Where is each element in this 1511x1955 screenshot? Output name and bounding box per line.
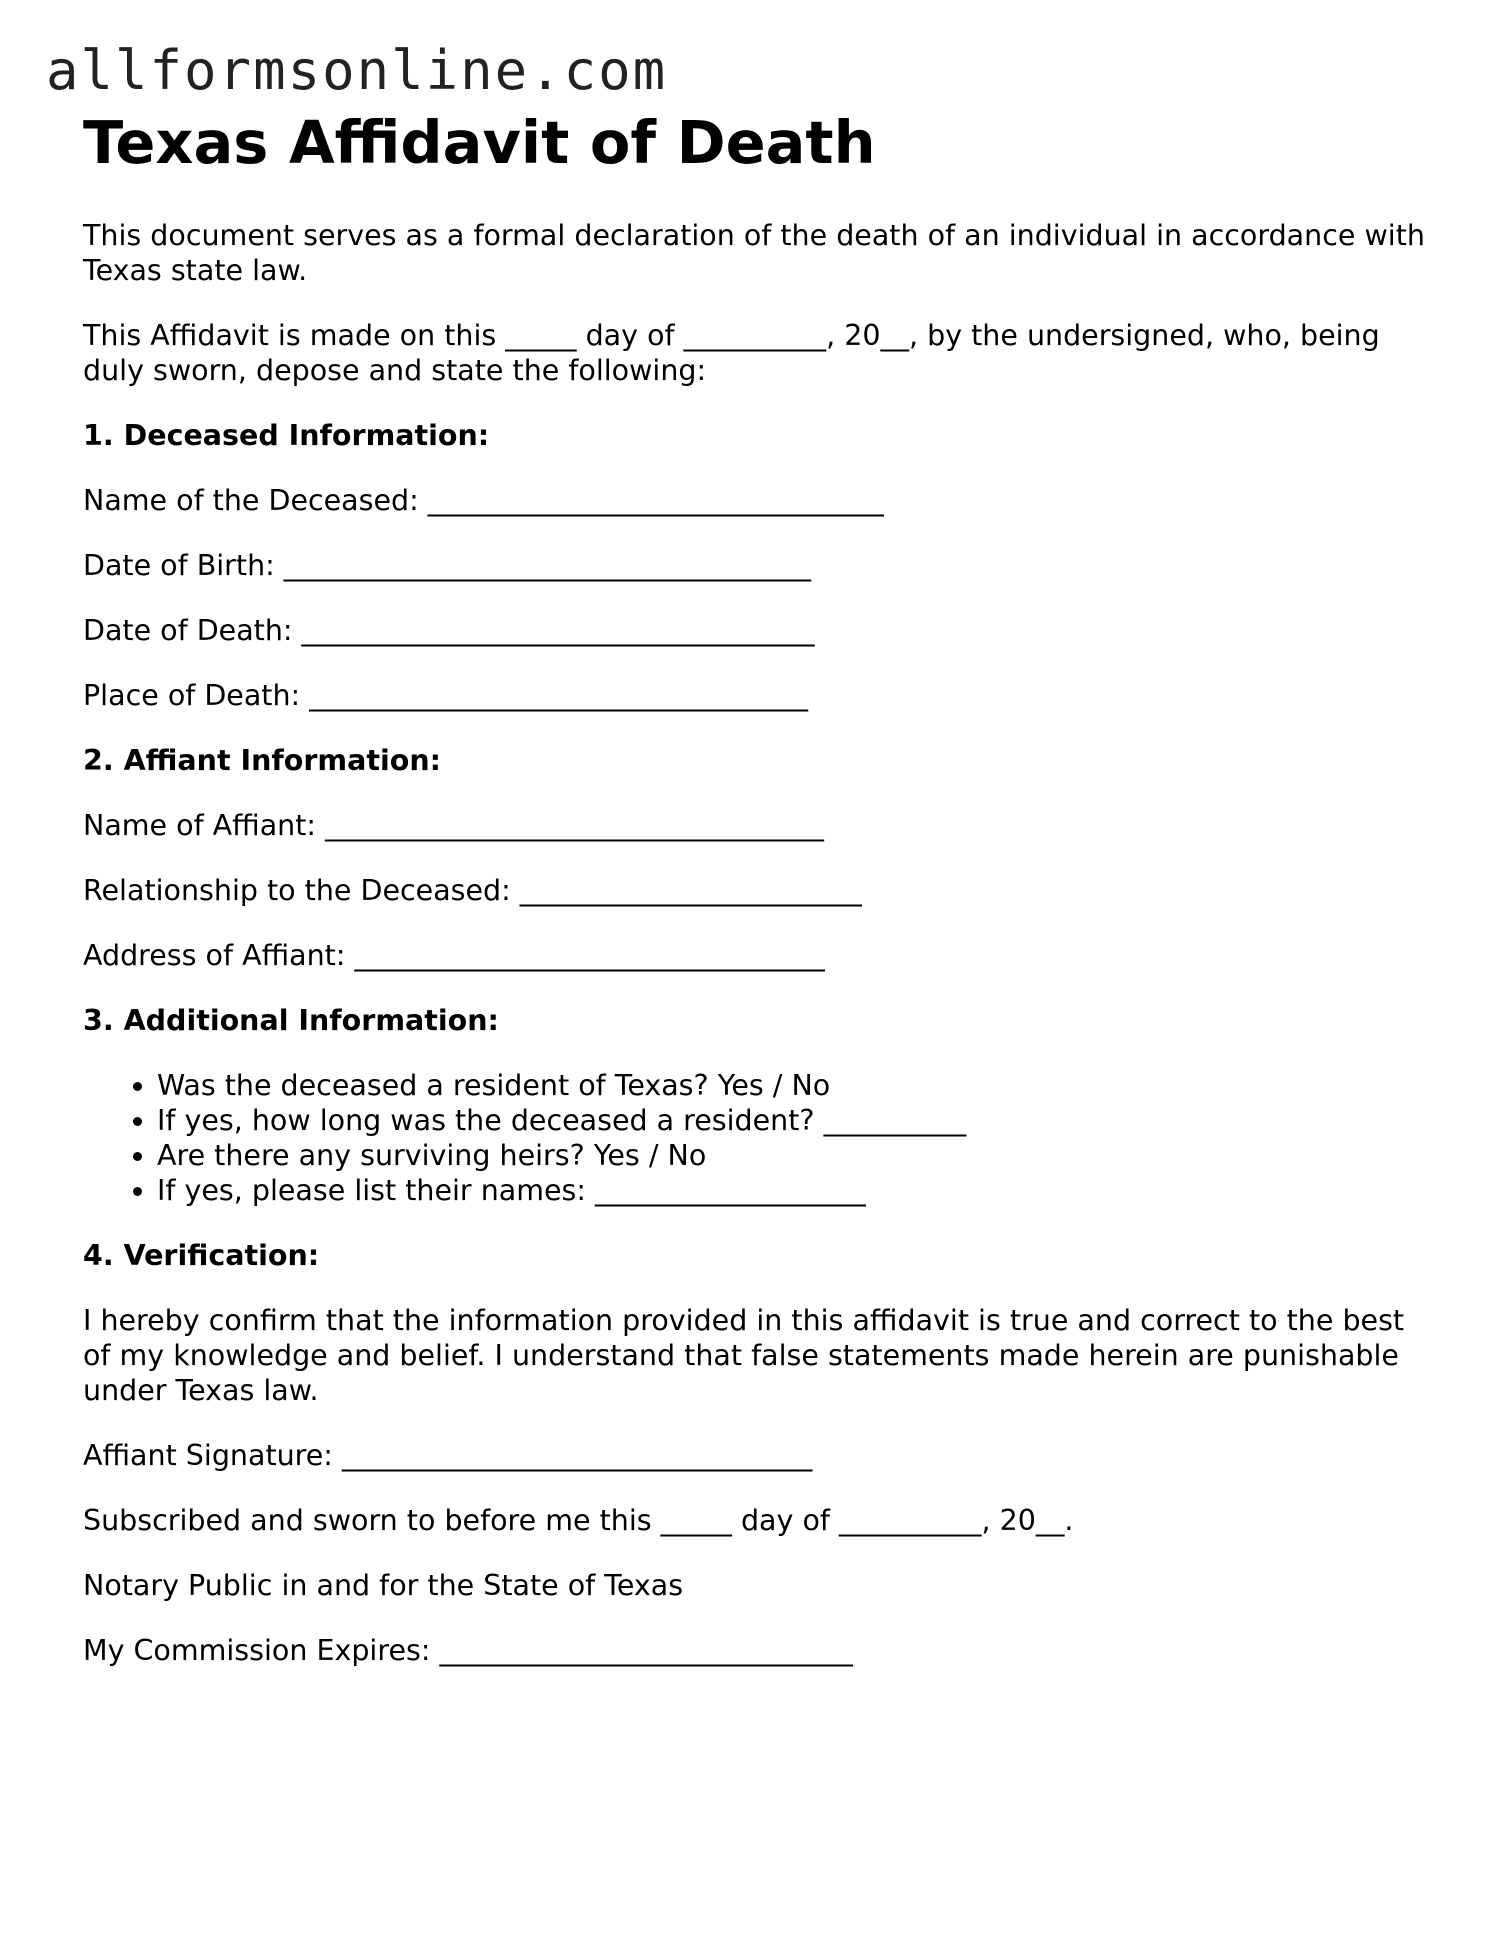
additional-info-list xyxy=(83,1068,1433,1208)
section-1-heading: 1. Deceased Information: xyxy=(83,419,490,452)
list-item-resident[interactable]: • Was the deceased a resident of Texas? Yes / No xyxy=(157,1068,1433,1103)
affiant-name-field[interactable]: Name of Affiant: ___________________________________ xyxy=(83,809,824,842)
affiant-signature-field[interactable]: Affiant Signature: _________________________________ xyxy=(83,1439,813,1472)
date-of-death-field[interactable]: Date of Death: ____________________________________ xyxy=(83,614,815,647)
preamble-paragraph: This Affidavit is made on this _____ day of __________, 20__, by the undersigned, who, being duly sworn, depose and state the following: xyxy=(83,319,1380,387)
notary-public-label: Notary Public in and for the State of Texas xyxy=(83,1569,684,1602)
relationship-field[interactable]: Relationship to the Deceased: ________________________ xyxy=(83,874,862,907)
intro-paragraph: This document serves as a formal declaration of the death of an individual in accordance with Texas state law. xyxy=(83,219,1425,287)
place-of-death-field[interactable]: Place of Death: ___________________________________ xyxy=(83,679,808,712)
section-2-heading: 2. Affiant Information: xyxy=(83,744,442,777)
affiant-address-field[interactable]: Address of Affiant: _________________________________ xyxy=(83,939,825,972)
commission-expires-field[interactable]: My Commission Expires: _____________________________ xyxy=(83,1634,853,1667)
list-item-resident-duration[interactable]: • If yes, how long was the deceased a resident? __________ xyxy=(157,1103,1433,1138)
watermark-logo: allformsonline.com xyxy=(46,39,668,102)
verification-statement: I hereby confirm that the information provided in this affidavit is true and correct to the best of my knowledge and belief. I understand that false statements made herein are punishable under Texas law. xyxy=(83,1304,1405,1407)
deceased-name-field[interactable]: Name of the Deceased: ________________________________ xyxy=(83,484,884,517)
section-3-heading: 3. Additional Information: xyxy=(83,1004,499,1037)
document-title: Texas Affidavit of Death xyxy=(83,108,876,177)
list-item-heirs[interactable]: • Are there any surviving heirs? Yes / No xyxy=(157,1138,1433,1173)
list-item-heir-names[interactable]: • If yes, please list their names: ___________________ xyxy=(157,1173,1433,1208)
sworn-date-field[interactable]: Subscribed and sworn to before me this _____ day of __________, 20__. xyxy=(83,1504,1074,1537)
section-4-heading: 4. Verification: xyxy=(83,1239,320,1272)
document-body xyxy=(83,106,1433,1668)
date-of-birth-field[interactable]: Date of Birth: _____________________________________ xyxy=(83,549,812,582)
